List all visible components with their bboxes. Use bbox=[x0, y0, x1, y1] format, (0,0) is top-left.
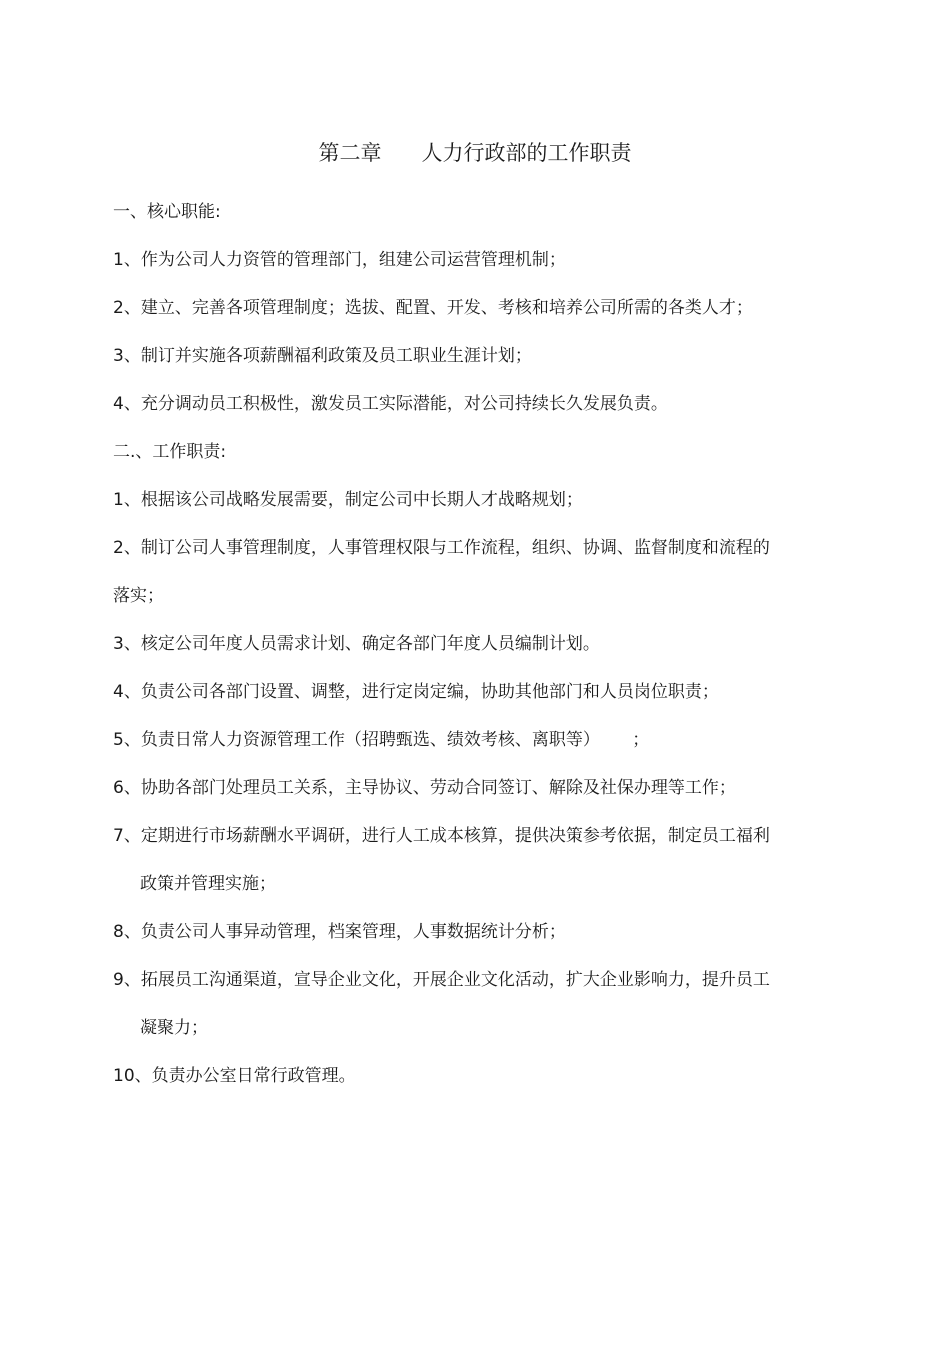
list-item: 2、制订公司人事管理制度，人事管理权限与工作流程，组织、协调、监督制度和流程的 bbox=[113, 538, 770, 558]
chapter-title: 第二章 人力行政部的工作职责 bbox=[318, 141, 632, 165]
list-item: 4、充分调动员工积极性，激发员工实际潜能，对公司持续长久发展负责。 bbox=[113, 394, 668, 414]
list-item: 1、作为公司人力资管的管理部门，组建公司运营管理机制； bbox=[113, 250, 566, 270]
list-item-continuation: 政策并管理实施； bbox=[140, 874, 276, 894]
list-item: 7、定期进行市场薪酬水平调研，进行人工成本核算，提供决策参考依据，制定员工福利 bbox=[113, 826, 770, 846]
list-item: 6、协助各部门处理员工关系，主导协议、劳动合同签订、解除及社保办理等工作； bbox=[113, 778, 736, 798]
list-item-continuation: 落实； bbox=[113, 586, 164, 606]
list-item: 5、负责日常人力资源管理工作（招聘甄选、绩效考核、离职等） ； bbox=[113, 730, 650, 750]
section-heading-job-duties: 二.、工作职责: bbox=[113, 442, 227, 462]
list-item: 4、负责公司各部门设置、调整，进行定岗定编，协助其他部门和人员岗位职责； bbox=[113, 682, 719, 702]
list-item-continuation: 凝聚力； bbox=[140, 1018, 208, 1038]
list-item: 3、制订并实施各项薪酬福利政策及员工职业生涯计划； bbox=[113, 346, 532, 366]
section-heading-core-functions: 一、核心职能: bbox=[113, 202, 221, 222]
list-item: 3、核定公司年度人员需求计划、确定各部门年度人员编制计划。 bbox=[113, 634, 600, 654]
list-item: 2、建立、完善各项管理制度；选拔、配置、开发、考核和培养公司所需的各类人才； bbox=[113, 298, 753, 318]
list-item: 9、拓展员工沟通渠道，宣导企业文化，开展企业文化活动，扩大企业影响力，提升员工 bbox=[113, 970, 770, 990]
list-item: 1、根据该公司战略发展需要，制定公司中长期人才战略规划； bbox=[113, 490, 583, 510]
list-item: 10、负责办公室日常行政管理。 bbox=[113, 1066, 356, 1086]
list-item: 8、负责公司人事异动管理，档案管理，人事数据统计分析； bbox=[113, 922, 566, 942]
